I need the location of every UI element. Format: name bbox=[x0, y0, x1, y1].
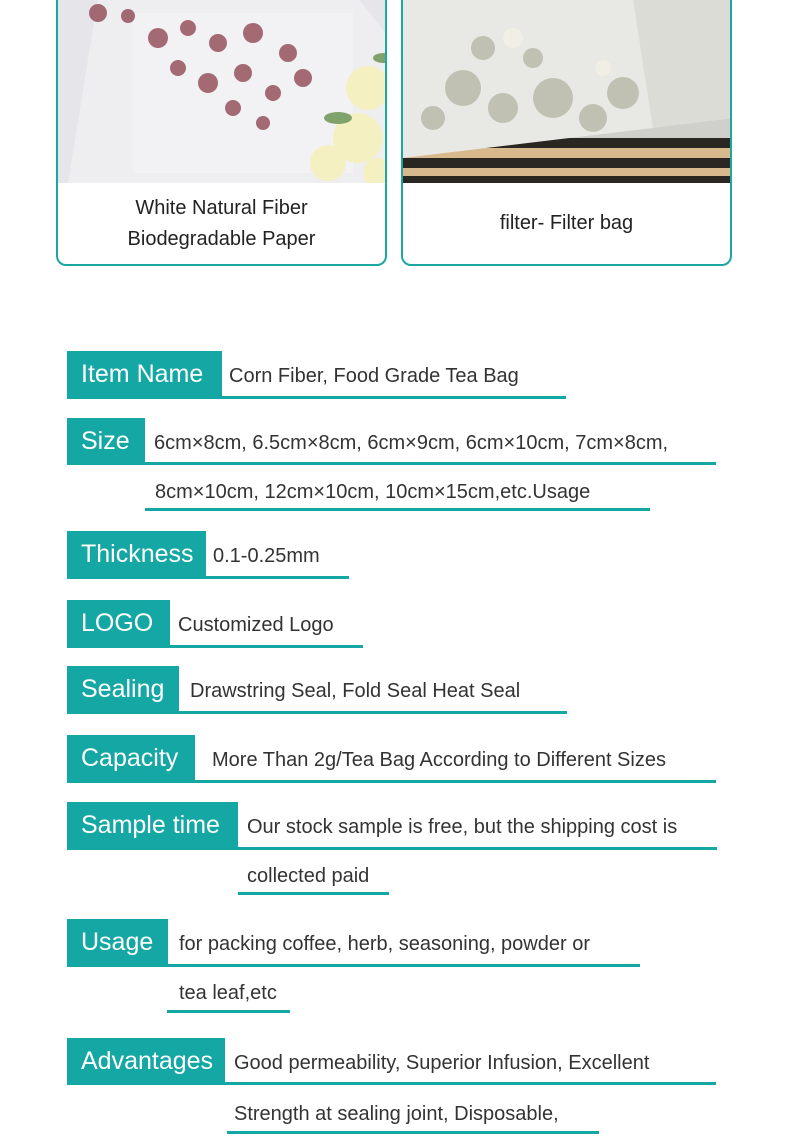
spec-value-usage-line1: for packing coffee, herb, seasoning, powder or bbox=[179, 933, 590, 955]
spec-value-capacity: More Than 2g/Tea Bag According to Different Sizes bbox=[212, 749, 666, 771]
spec-underline bbox=[67, 396, 566, 399]
spec-label-capacity: Capacity bbox=[67, 735, 195, 782]
spec-underline bbox=[167, 1010, 290, 1013]
spec-value-thickness: 0.1-0.25mm bbox=[213, 545, 320, 567]
spec-underline bbox=[67, 711, 567, 714]
card-caption bbox=[403, 183, 730, 264]
spec-label-thickness: Thickness bbox=[67, 531, 206, 578]
spec-label-item-name: Item Name bbox=[67, 351, 222, 398]
spec-underline bbox=[67, 847, 717, 850]
spec-value-size-line2: 8cm×10cm, 12cm×10cm, 10cm×15cm,etc.Usage bbox=[155, 481, 591, 503]
spec-value-size-line1: 6cm×8cm, 6.5cm×8cm, 6cm×9cm, 6cm×10cm, 7cm×8cm, bbox=[154, 432, 669, 454]
spec-label-logo: LOGO bbox=[67, 600, 170, 647]
spec-value-sample-time-line2: collected paid bbox=[247, 865, 370, 887]
spec-underline bbox=[67, 645, 363, 648]
caption-line: Biodegradable Paper bbox=[127, 227, 316, 250]
spec-underline bbox=[67, 780, 716, 783]
caption-line: filter- Filter bag bbox=[499, 212, 634, 234]
spec-underline bbox=[67, 462, 716, 465]
spec-value-sample-time-line1: Our stock sample is free, but the shipping cost is bbox=[247, 816, 678, 838]
product-photo-filter-bag bbox=[403, 0, 730, 183]
spec-value-logo: Customized Logo bbox=[178, 614, 334, 636]
spec-label-sample-time: Sample time bbox=[67, 802, 238, 849]
caption-line: White Natural Fiber bbox=[135, 196, 308, 219]
spec-underline bbox=[227, 1131, 599, 1134]
spec-label-size: Size bbox=[67, 418, 145, 465]
rose-tea-image bbox=[58, 0, 385, 183]
spec-underline bbox=[67, 576, 349, 579]
product-card-filter bbox=[401, 0, 732, 266]
spec-label-advantages: Advantages bbox=[67, 1038, 225, 1085]
spec-value-item-name: Corn Fiber, Food Grade Tea Bag bbox=[229, 365, 519, 387]
spec-underline bbox=[238, 892, 389, 895]
spec-value-advantages-line1: Good permeability, Superior Infusion, Excellent bbox=[234, 1052, 650, 1074]
spec-underline bbox=[67, 1082, 716, 1085]
spec-label-usage: Usage bbox=[67, 919, 168, 966]
product-card-paper bbox=[56, 0, 387, 266]
spec-label-sealing: Sealing bbox=[67, 666, 179, 713]
spec-value-sealing: Drawstring Seal, Fold Seal Heat Seal bbox=[190, 680, 521, 702]
filter-bag-image bbox=[403, 0, 730, 183]
spec-underline bbox=[145, 508, 650, 511]
spec-value-advantages-line2: Strength at sealing joint, Disposable, bbox=[234, 1103, 559, 1125]
spec-value-usage-line2: tea leaf,etc bbox=[179, 982, 277, 1004]
spec-underline bbox=[67, 964, 640, 967]
card-caption bbox=[58, 183, 385, 264]
product-photo-rose-tea-paper bbox=[58, 0, 385, 183]
